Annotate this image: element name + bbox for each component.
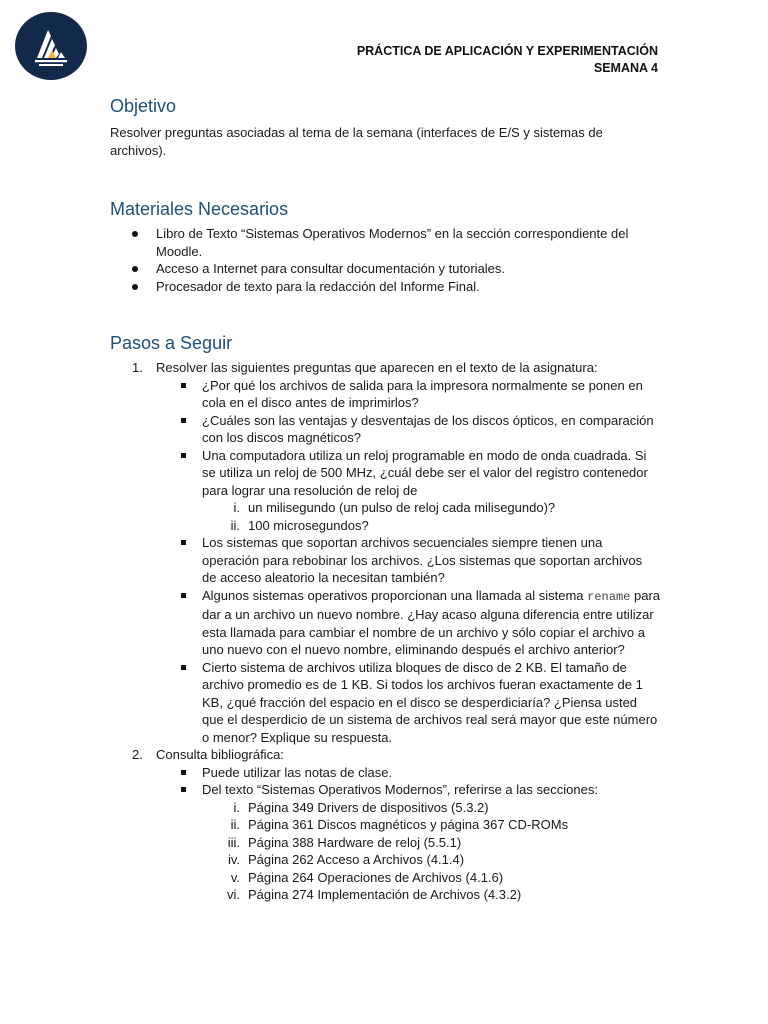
document-header xyxy=(357,43,658,77)
step-number: 2. xyxy=(132,747,143,762)
roman-numeral: i. xyxy=(233,799,240,815)
code-rename: rename xyxy=(587,589,631,604)
reference-item xyxy=(202,851,660,869)
step-2 xyxy=(110,746,660,904)
reference-text: Página 264 Operaciones de Archivos (4.1.6) xyxy=(248,869,504,885)
roman-numeral: ii. xyxy=(230,817,240,832)
sub-question-item xyxy=(202,517,660,535)
question-item: ¿Cuáles son las ventajas y desventajas de los discos ópticos, en comparación con los discos magnéticos? xyxy=(156,412,660,447)
question-text: Una computadora utiliza un reloj programable en modo de onda cuadrada. Si se utiliza un reloj de 500 MHz, ¿cuál debe ser el valor del registro contenedor para lograr una resolución de reloj de xyxy=(202,447,648,498)
roman-numeral: iv. xyxy=(227,852,240,867)
reference-text: Página 349 Drivers de dispositivos (5.3.2) xyxy=(248,799,489,815)
header-week: SEMANA 4 xyxy=(593,61,658,75)
section-pasos xyxy=(110,331,660,904)
objetivo-text: Resolver preguntas asociadas al tema de la semana (interfaces de E/S y sistemas de archivos). xyxy=(110,125,603,158)
reference-item xyxy=(202,799,660,817)
question-item xyxy=(156,587,660,659)
question-text-pre: Algunos sistemas operativos proporcionan una llamada al sistema xyxy=(202,587,588,603)
pasos-heading: Pasos a Seguir xyxy=(110,333,233,353)
question-text-post: para dar a un archivo un nuevo nombre. ¿Hay acaso alguna diferencia entre utilizar esta llamada para cambiar el nombre de un archivo y sólo copiar el archivo a uno nuevo con el nuevo nombre, eliminando después el archivo anterior? xyxy=(202,587,661,657)
materiales-list xyxy=(110,225,660,295)
materiales-heading: Materiales Necesarios xyxy=(110,199,289,219)
step-text: Consulta bibliográfica: xyxy=(156,747,284,762)
document-body xyxy=(110,94,660,904)
reference-text: Página 361 Discos magnéticos y página 367 CD-ROMs xyxy=(248,817,569,832)
step-1 xyxy=(110,359,660,746)
roman-numeral: i. xyxy=(233,500,240,515)
objetivo-heading: Objetivo xyxy=(110,96,177,116)
reference-item xyxy=(202,816,660,834)
reference-item xyxy=(202,834,660,852)
sub-question-list xyxy=(202,499,660,534)
references-list xyxy=(202,799,660,904)
list-item: Libro de Texto “Sistemas Operativos Modernos” en la sección correspondiente del Moodle. xyxy=(110,225,660,260)
roman-numeral: iii. xyxy=(227,834,240,850)
steps-list xyxy=(110,359,660,904)
sub-question-item xyxy=(202,499,660,517)
list-item: Puede utilizar las notas de clase. xyxy=(156,764,660,782)
sub-question-text: 100 microsegundos? xyxy=(248,517,369,533)
roman-numeral: ii. xyxy=(230,517,240,533)
list-item xyxy=(156,781,660,904)
roman-numeral: v. xyxy=(230,869,240,885)
sub-question-text: un milisegundo (un pulso de reloj cada milisegundo)? xyxy=(248,500,556,515)
list-item-text: Del texto “Sistemas Operativos Modernos”, referirse a las secciones: xyxy=(202,782,598,797)
reference-text: Página 388 Hardware de reloj (5.5.1) xyxy=(248,834,462,850)
step-text: Resolver las siguientes preguntas que aparecen en el texto de la asignatura: xyxy=(156,360,598,375)
reference-text: Página 262 Acceso a Archivos (4.1.4) xyxy=(248,852,465,867)
question-item: Cierto sistema de archivos utiliza bloques de disco de 2 KB. El tamaño de archivo promedio es de 1 KB. Si todos los archivos fueran exactamente de 1 KB, ¿qué fracción del espacio en el disco se desperdiciaría? ¿Piensa usted que el desperdicio de un sistema de archivos real será mayor que este número o menor? Explique su respuesta. xyxy=(156,659,660,747)
list-item: Acceso a Internet para consultar documentación y tutoriales. xyxy=(110,260,660,278)
step-number: 1. xyxy=(132,360,143,375)
reference-text: Página 274 Implementación de Archivos (4.3.2) xyxy=(248,887,522,902)
university-logo xyxy=(15,12,87,80)
header-title: PRÁCTICA DE APLICACIÓN Y EXPERIMENTACIÓN xyxy=(356,44,658,58)
reference-item xyxy=(202,869,660,887)
question-item xyxy=(156,447,660,535)
questions-list xyxy=(156,377,660,747)
consulta-list xyxy=(156,764,660,904)
list-item: Procesador de texto para la redacción del Informe Final. xyxy=(110,278,660,296)
question-item: Los sistemas que soportan archivos secuenciales siempre tienen una operación para rebobinar los archivos. ¿Los sistemas que soportan archivos de acceso aleatorio la necesitan también? xyxy=(156,534,660,587)
question-item: ¿Por qué los archivos de salida para la impresora normalmente se ponen en cola en el disco antes de imprimirlos? xyxy=(156,377,660,412)
section-objetivo xyxy=(110,94,660,159)
section-materiales xyxy=(110,197,660,295)
reference-item xyxy=(202,886,660,904)
roman-numeral: vi. xyxy=(227,887,240,902)
